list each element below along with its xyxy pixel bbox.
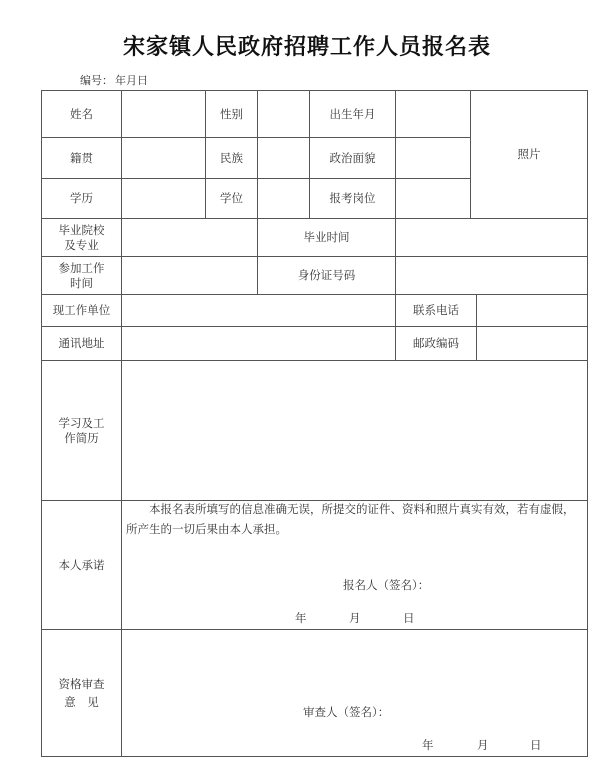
label-education: 学历 [70,191,93,205]
label-work-start-line2: 时间 [70,275,93,290]
label-school-major-line2: 及专业 [64,237,99,252]
review-day: 日 [530,738,542,752]
label-contact-phone: 联系电话 [413,303,459,317]
label-origin: 籍贯 [70,150,93,165]
label-review-line1: 资格审查 [58,677,105,691]
review-month: 月 [477,738,489,752]
label-postal-code: 邮政编码 [413,336,459,350]
pledge-month: 月 [349,611,361,625]
label-id-number: 身份证号码 [297,268,356,282]
label-gender: 性别 [220,106,243,121]
label-graduation-time: 毕业时间 [303,230,350,244]
label-resume-line1: 学习及工 [58,415,105,430]
pledge-day: 日 [403,611,415,625]
label-degree: 学位 [220,191,243,205]
label-resume [42,361,121,500]
pledge-signer-label: 报名人（签名）： [343,578,430,592]
pledge-year: 年 [295,611,307,625]
form-title: 宋家镇人民政府招聘工作人员报名表 [122,35,491,60]
review-year: 年 [422,738,434,752]
label-work-start-line1: 参加工作 [58,260,105,275]
label-current-employer: 现工作单位 [52,303,111,317]
reviewer-signer-label: 审查人（签名）： [303,705,390,719]
label-political-status: 政治面貌 [329,150,376,165]
label-review-opinion [42,630,121,756]
label-birth-date: 出生年月 [329,106,376,121]
serial-number-date: 年月日 [115,74,148,87]
label-work-start [42,257,121,294]
label-resume-line2: 作简历 [64,430,99,445]
label-school-major-line1: 毕业院校 [58,222,105,237]
serial-number-label: 编号： [80,74,113,87]
label-pledge: 本人承诺 [58,557,105,572]
label-applied-position: 报考岗位 [329,191,376,205]
label-mailing-address: 通讯地址 [58,336,105,350]
label-school-major [42,219,121,256]
pledge-text: 本报名表所填写的信息准确无误，所提交的证件、资料和照片真实有效，若有虚假，所产生的一切后果由本人承担。 [126,502,575,536]
label-ethnicity: 民族 [220,150,243,165]
label-name: 姓名 [70,106,93,121]
photo-area: 照片 [517,147,541,161]
label-review-line2: 意 见 [64,695,99,709]
